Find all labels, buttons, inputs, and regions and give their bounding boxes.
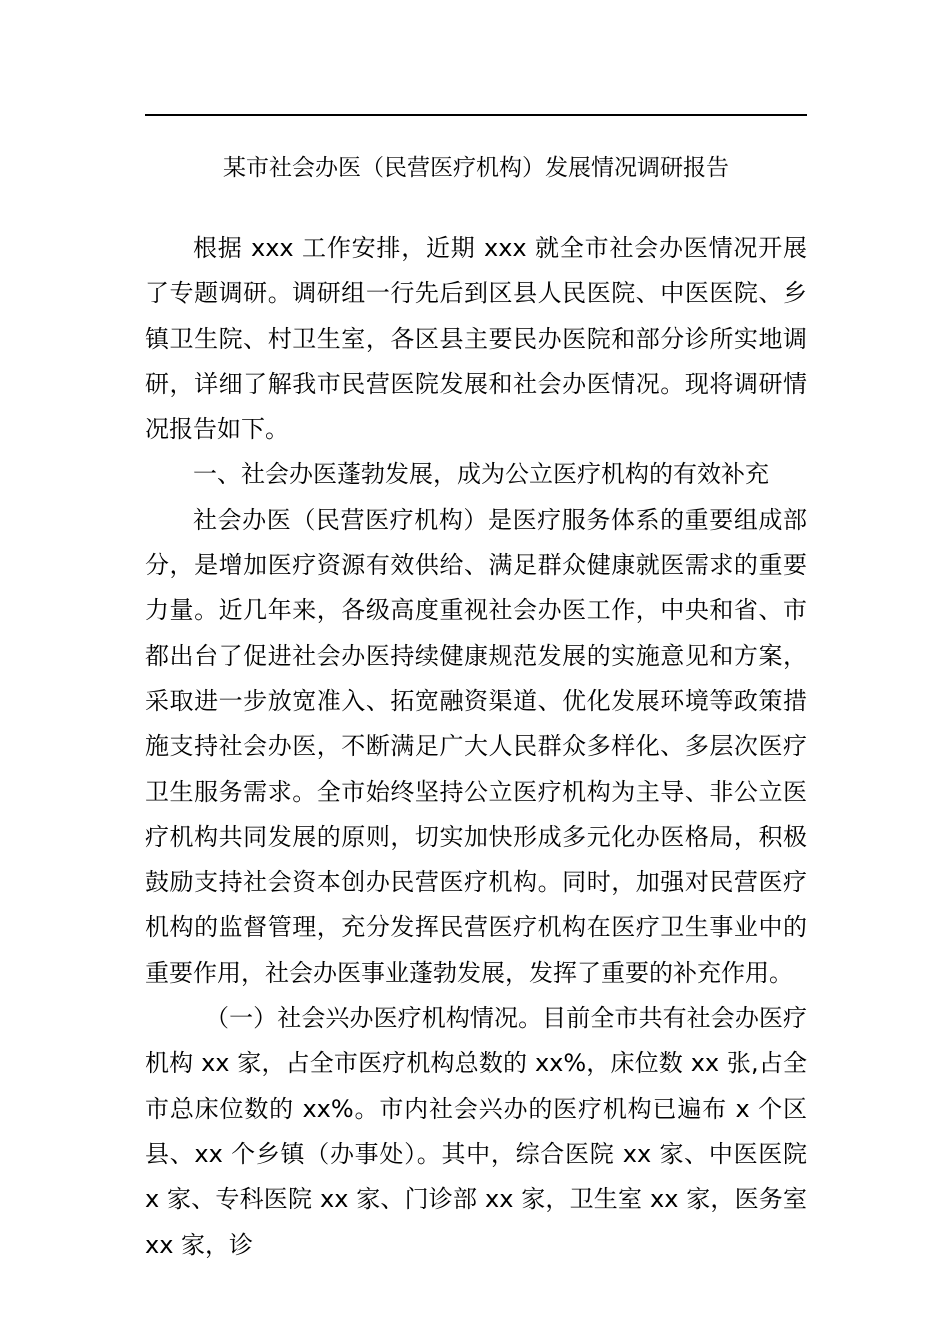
- intro-paragraph: 根据 xxx 工作安排，近期 xxx 就全市社会办医情况开展了专题调研。调研组一行先后到区县人民医院、中医医院、乡镇卫生院、村卫生室，各区县主要民办医院和部分诊所实地调研，详细了解我市民营医院发展和社会办医情况。现将调研情况报告如下。: [145, 234, 807, 444]
- document-title: 某市社会办医（民营医疗机构）发展情况调研报告: [223, 155, 729, 181]
- section-heading-1: 一、社会办医蓬勃发展，成为公立医疗机构的有效补充: [193, 460, 769, 489]
- section-1-paragraph: 社会办医（民营医疗机构）是医疗服务体系的重要组成部分，是增加医疗资源有效供给、满足群众健康就医需求的重要力量。近几年来，各级高度重视社会办医工作，中央和省、市都出台了促进社会办医持续健康规范发展的实施意见和方案，采取进一步放宽准入、拓宽融资渠道、优化发展环境等政策措施支持社会办医，不断满足广大人民群众多样化、多层次医疗卫生服务需求。全市始终坚持公立医疗机构为主导、非公立医疗机构共同发展的原则，切实加快形成多元化办医格局，积极鼓励支持社会资本创办民营医疗机构。同时，加强对民营医疗机构的监督管理，充分发挥民营医疗机构在医疗卫生事业中的重要作用，社会办医事业蓬勃发展，发挥了重要的补充作用。: [145, 505, 807, 987]
- document-body: [145, 226, 807, 1268]
- header-rule: [145, 114, 807, 116]
- subsection-1-paragraph: （一）社会兴办医疗机构情况。目前全市共有社会办医疗机构 xx 家，占全市医疗机构总数的 xx%，床位数 xx 张,占全市总床位数的 xx%。市内社会兴办的医疗机构已遍布 x 个区县、xx 个乡镇（办事处）。其中，综合医院 xx 家、中医医院 x 家、专科医院 xx 家、门诊部 xx 家，卫生室 xx 家，医务室 xx 家，诊: [145, 1004, 807, 1259]
